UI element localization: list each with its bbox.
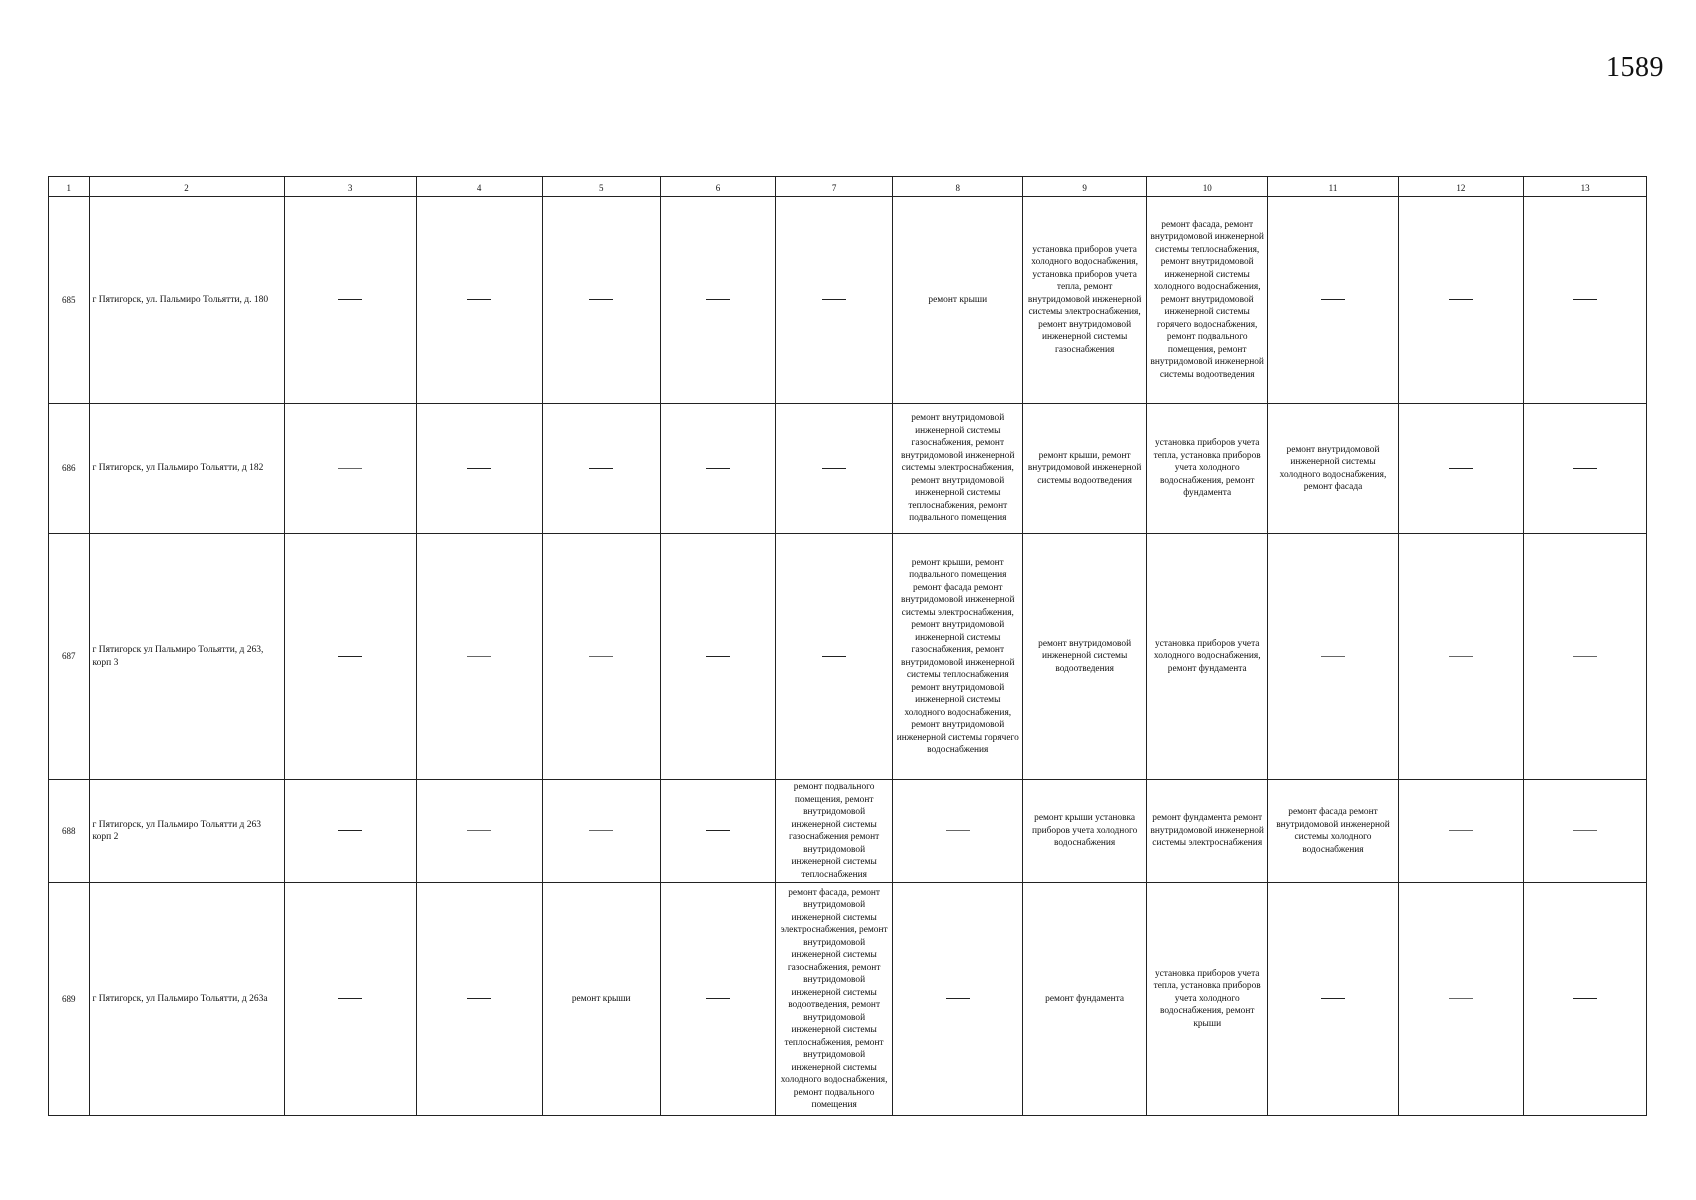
cell-col-6 bbox=[660, 404, 775, 534]
cell-col-11: ремонт внутридомовой инженерной системы холодного водоснабжения, ремонт фасада bbox=[1268, 404, 1398, 534]
cell-col-6 bbox=[660, 197, 775, 404]
dash-mark bbox=[467, 468, 491, 469]
dash-mark bbox=[1573, 998, 1597, 999]
cell-col-7: ремонт подвального помещения, ремонт внутридомовой инженерной системы газоснабжения ремонт внутридомовой инженерной системы теплоснабжения bbox=[776, 780, 893, 883]
cell-col-13 bbox=[1524, 534, 1647, 780]
dash-mark bbox=[589, 830, 613, 831]
cell-col-4 bbox=[416, 534, 542, 780]
dash-mark bbox=[338, 998, 362, 999]
dash-mark bbox=[822, 656, 846, 657]
dash-mark bbox=[1449, 830, 1473, 831]
cell-col-7 bbox=[776, 534, 893, 780]
cell-col-7: ремонт фасада, ремонт внутридомовой инженерной системы электроснабжения, ремонт внутридомовой инженерной системы газоснабжения, ремонт внутридомовой инженерной системы водоотведения, ремонт внутридомовой инженерной системы теплоснабжения, ремонт внутридомовой инженерной системы холодного водоснабжения, ремонт подвального помещения bbox=[776, 883, 893, 1116]
dash-mark bbox=[822, 299, 846, 300]
cell-col-5 bbox=[542, 534, 660, 780]
col-header-7: 7 bbox=[776, 177, 893, 197]
table-row bbox=[49, 534, 1647, 780]
cell-col-11 bbox=[1268, 197, 1398, 404]
cell-col-12 bbox=[1398, 197, 1524, 404]
dash-mark bbox=[706, 998, 730, 999]
cell-col-5: ремонт крыши bbox=[542, 883, 660, 1116]
cell-col-8: ремонт крыши bbox=[893, 197, 1023, 404]
table-row bbox=[49, 404, 1647, 534]
dash-mark bbox=[706, 468, 730, 469]
cell-col-4 bbox=[416, 404, 542, 534]
address-cell: г Пятигорск, ул. Пальмиро Тольятти, д. 180 bbox=[89, 197, 284, 404]
dash-mark bbox=[946, 998, 970, 999]
repair-schedule-table bbox=[48, 176, 1647, 1116]
page-number: 1589 bbox=[1606, 52, 1664, 83]
table-row bbox=[49, 197, 1647, 404]
row-number: 688 bbox=[49, 780, 90, 883]
row-number: 686 bbox=[49, 404, 90, 534]
cell-col-10: установка приборов учета холодного водоснабжения, ремонт фундамента bbox=[1146, 534, 1268, 780]
cell-col-10: ремонт фасада, ремонт внутридомовой инженерной системы теплоснабжения, ремонт внутридомовой инженерной системы холодного водоснабжения, ремонт внутридомовой инженерной системы горячего водоснабжения, ремонт подвального помещения, ремонт внутридомовой инженерной системы водоотведения bbox=[1146, 197, 1268, 404]
cell-col-3 bbox=[284, 197, 416, 404]
dash-mark bbox=[589, 468, 613, 469]
dash-mark bbox=[1573, 468, 1597, 469]
col-header-4: 4 bbox=[416, 177, 542, 197]
cell-col-8 bbox=[893, 780, 1023, 883]
dash-mark bbox=[1573, 830, 1597, 831]
cell-col-3 bbox=[284, 780, 416, 883]
row-number: 689 bbox=[49, 883, 90, 1116]
cell-col-11 bbox=[1268, 883, 1398, 1116]
cell-col-4 bbox=[416, 780, 542, 883]
col-header-2: 2 bbox=[89, 177, 284, 197]
cell-col-10: ремонт фундамента ремонт внутридомовой инженерной системы электроснабжения bbox=[1146, 780, 1268, 883]
cell-col-9: ремонт фундамента bbox=[1023, 883, 1147, 1116]
table-row bbox=[49, 780, 1647, 883]
col-header-6: 6 bbox=[660, 177, 775, 197]
col-header-9: 9 bbox=[1023, 177, 1147, 197]
dash-mark bbox=[822, 468, 846, 469]
cell-col-9: установка приборов учета холодного водоснабжения, установка приборов учета тепла, ремонт внутридомовой инженерной системы электроснабжения, ремонт внутридомовой инженерной системы газоснабжения bbox=[1023, 197, 1147, 404]
dash-mark bbox=[1449, 299, 1473, 300]
dash-mark bbox=[1449, 468, 1473, 469]
dash-mark bbox=[706, 299, 730, 300]
cell-col-9: ремонт крыши, ремонт внутридомовой инженерной системы водоотведения bbox=[1023, 404, 1147, 534]
cell-col-4 bbox=[416, 197, 542, 404]
dash-mark bbox=[1573, 656, 1597, 657]
dash-mark bbox=[1321, 299, 1345, 300]
cell-col-12 bbox=[1398, 780, 1524, 883]
cell-col-10: установка приборов учета тепла, установка приборов учета холодного водоснабжения, ремонт фундамента bbox=[1146, 404, 1268, 534]
cell-col-7 bbox=[776, 197, 893, 404]
dash-mark bbox=[338, 468, 362, 469]
cell-col-11: ремонт фасада ремонт внутридомовой инженерной системы холодного водоснабжения bbox=[1268, 780, 1398, 883]
row-number: 685 bbox=[49, 197, 90, 404]
dash-mark bbox=[1321, 656, 1345, 657]
cell-col-12 bbox=[1398, 883, 1524, 1116]
cell-col-11 bbox=[1268, 534, 1398, 780]
cell-col-9: ремонт крыши установка приборов учета холодного водоснабжения bbox=[1023, 780, 1147, 883]
address-cell: г Пятигорск, ул Пальмиро Тольятти, д 263а bbox=[89, 883, 284, 1116]
col-header-5: 5 bbox=[542, 177, 660, 197]
row-number: 687 bbox=[49, 534, 90, 780]
cell-col-4 bbox=[416, 883, 542, 1116]
cell-col-12 bbox=[1398, 534, 1524, 780]
dash-mark bbox=[706, 830, 730, 831]
cell-col-13 bbox=[1524, 780, 1647, 883]
dash-mark bbox=[467, 656, 491, 657]
dash-mark bbox=[1321, 998, 1345, 999]
col-header-8: 8 bbox=[893, 177, 1023, 197]
cell-col-13 bbox=[1524, 197, 1647, 404]
cell-col-8: ремонт крыши, ремонт подвального помещения ремонт фасада ремонт внутридомовой инженерной системы электроснабжения, ремонт внутридомовой инженерной системы газоснабжения, ремонт внутридомовой инженерной системы теплоснабжения ремонт внутридомовой инженерной системы холодного водоснабжения, ремонт внутридомовой инженерной системы горячего водоснабжения bbox=[893, 534, 1023, 780]
col-header-12: 12 bbox=[1398, 177, 1524, 197]
cell-col-3 bbox=[284, 534, 416, 780]
cell-col-7 bbox=[776, 404, 893, 534]
dash-mark bbox=[706, 656, 730, 657]
dash-mark bbox=[1449, 656, 1473, 657]
table-row bbox=[49, 883, 1647, 1116]
dash-mark bbox=[467, 299, 491, 300]
dash-mark bbox=[338, 299, 362, 300]
cell-col-6 bbox=[660, 780, 775, 883]
cell-col-6 bbox=[660, 534, 775, 780]
col-header-10: 10 bbox=[1146, 177, 1268, 197]
cell-col-12 bbox=[1398, 404, 1524, 534]
address-cell: г Пятигорск, ул Пальмиро Тольятти д 263 корп 2 bbox=[89, 780, 284, 883]
dash-mark bbox=[467, 998, 491, 999]
col-header-13: 13 bbox=[1524, 177, 1647, 197]
cell-col-3 bbox=[284, 883, 416, 1116]
dash-mark bbox=[946, 830, 970, 831]
dash-mark bbox=[338, 830, 362, 831]
cell-col-9: ремонт внутридомовой инженерной системы водоотведения bbox=[1023, 534, 1147, 780]
cell-col-13 bbox=[1524, 404, 1647, 534]
cell-col-3 bbox=[284, 404, 416, 534]
cell-col-8 bbox=[893, 883, 1023, 1116]
dash-mark bbox=[1573, 299, 1597, 300]
address-cell: г Пятигорск, ул Пальмиро Тольятти, д 182 bbox=[89, 404, 284, 534]
cell-col-10: установка приборов учета тепла, установка приборов учета холодного водоснабжения, ремонт крыши bbox=[1146, 883, 1268, 1116]
cell-col-8: ремонт внутридомовой инженерной системы газоснабжения, ремонт внутридомовой инженерной системы электроснабжения, ремонт внутридомовой инженерной системы теплоснабжения, ремонт подвального помещения bbox=[893, 404, 1023, 534]
dash-mark bbox=[467, 830, 491, 831]
dash-mark bbox=[589, 656, 613, 657]
cell-col-5 bbox=[542, 780, 660, 883]
cell-col-6 bbox=[660, 883, 775, 1116]
col-header-11: 11 bbox=[1268, 177, 1398, 197]
col-header-1: 1 bbox=[49, 177, 90, 197]
col-header-3: 3 bbox=[284, 177, 416, 197]
cell-col-5 bbox=[542, 404, 660, 534]
dash-mark bbox=[338, 656, 362, 657]
column-number-row bbox=[49, 177, 1647, 197]
dash-mark bbox=[1449, 998, 1473, 999]
address-cell: г Пятигорск ул Пальмиро Тольятти, д 263, корп 3 bbox=[89, 534, 284, 780]
dash-mark bbox=[589, 299, 613, 300]
cell-col-5 bbox=[542, 197, 660, 404]
cell-col-13 bbox=[1524, 883, 1647, 1116]
